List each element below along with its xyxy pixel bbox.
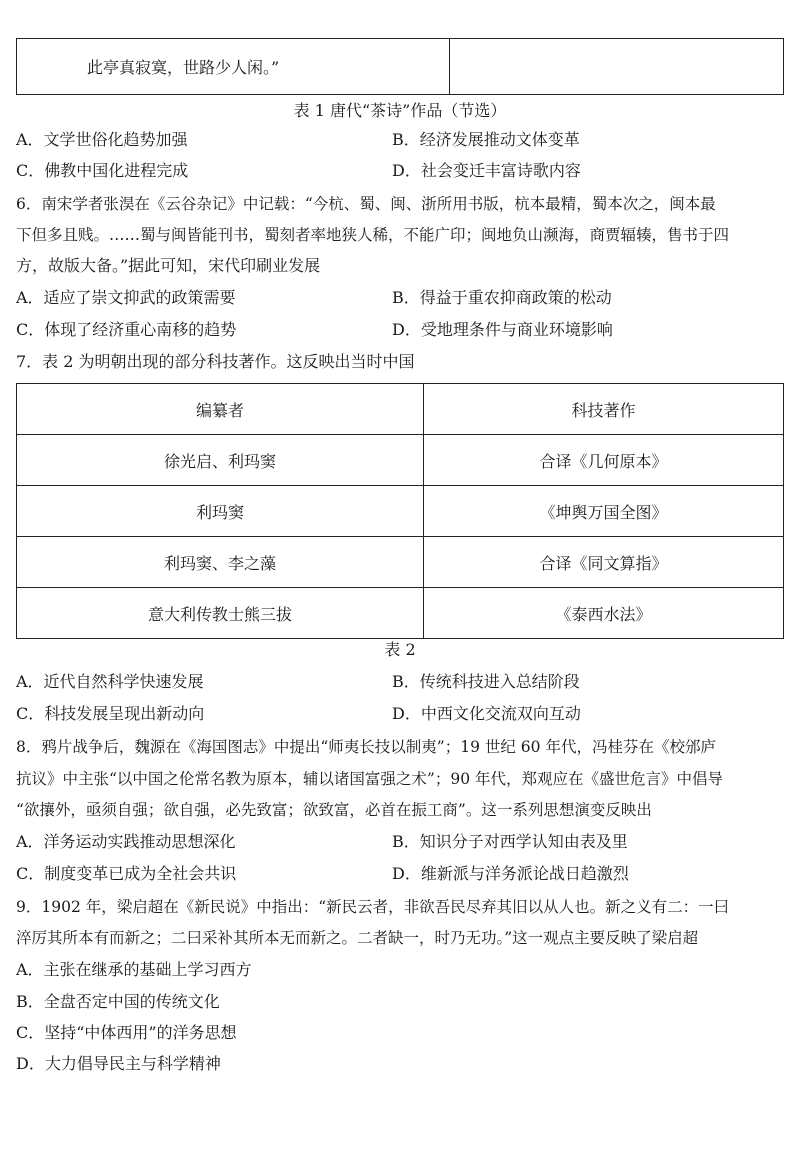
q9-stem-line-2: 淬厉其所本有而新之；二曰采补其所本无而新之。二者缺一，时乃无功。”这一观点主要反映了梁启超 [16, 929, 699, 947]
table-1-poem-tail: 此亭真寂寞，世路少人闲。” [87, 58, 280, 77]
q9-option-a: A．主张在继承的基础上学习西方 [16, 960, 252, 979]
table-2-header-row [17, 384, 784, 435]
table-1-cell-empty [450, 39, 784, 95]
q5-option-a: A．文学世俗化趋势加强 [16, 130, 188, 149]
table-row [17, 588, 784, 639]
table-2-cell-work: 合译《几何原本》 [424, 435, 784, 486]
q8-option-c: C．制度变革已成为全社会共识 [16, 864, 237, 883]
table-1 [16, 38, 784, 95]
q5-option-b: B．经济发展推动文体变革 [392, 130, 580, 149]
q7-stem: 7．表 2 为明朝出现的部分科技著作。这反映出当时中国 [16, 352, 415, 371]
table-2-cell-compiler: 利玛窦 [17, 486, 424, 537]
q9-option-c: C．坚持“中体西用”的洋务思想 [16, 1023, 237, 1042]
table-2-cell-work: 《泰西水法》 [424, 588, 784, 639]
table-2-cell-compiler: 利玛窦、李之藻 [17, 537, 424, 588]
q6-option-a: A．适应了崇文抑武的政策需要 [16, 288, 236, 307]
table-row [17, 537, 784, 588]
table-row [17, 435, 784, 486]
q6-option-c: C．体现了经济重心南移的趋势 [16, 320, 237, 339]
q9-option-d: D．大力倡导民主与科学精神 [16, 1054, 221, 1073]
q5-option-c: C．佛教中国化进程完成 [16, 161, 189, 180]
q7-option-d: D．中西文化交流双向互动 [392, 704, 581, 723]
table-1-caption: 表 1 唐代“茶诗”作品（节选） [293, 101, 507, 120]
table-2-caption: 表 2 [384, 640, 416, 659]
q8-stem-line-3: “欲攘外，亟须自强；欲自强，必先致富；欲致富，必首在振工商”。这一系列思想演变反映出 [16, 801, 652, 819]
table-2-cell-work: 合译《同文算指》 [424, 537, 784, 588]
q7-option-a: A．近代自然科学快速发展 [16, 672, 204, 691]
q5-option-d: D．社会变迁丰富诗歌内容 [392, 161, 581, 180]
table-2-cell-compiler: 徐光启、利玛窦 [17, 435, 424, 486]
q6-stem-line-1: 6．南宋学者张淏在《云谷杂记》中记载：“今杭、蜀、闽、浙所用书版，杭本最精，蜀本次之，闽本最 [16, 195, 716, 213]
q7-option-b: B．传统科技进入总结阶段 [392, 672, 580, 691]
q7-option-c: C．科技发展呈现出新动向 [16, 704, 205, 723]
q6-option-b: B．得益于重农抑商政策的松动 [392, 288, 612, 307]
q8-option-a: A．洋务运动实践推动思想深化 [16, 832, 236, 851]
q8-stem-line-2: 抗议》中主张“以中国之伦常名教为原本，辅以诸国富强之术”；90 年代，郑观应在《盛世危言》中倡导 [16, 770, 724, 788]
q8-option-d: D．维新派与洋务派论战日趋激烈 [392, 864, 629, 883]
table-2-header-work: 科技著作 [424, 384, 784, 435]
table-2-cell-work: 《坤舆万国全图》 [424, 486, 784, 537]
q6-option-d: D．受地理条件与商业环境影响 [392, 320, 613, 339]
table-2-header-compiler: 编纂者 [17, 384, 424, 435]
table-2 [16, 383, 784, 639]
q6-stem-line-3: 方，故版大备。”据此可知，宋代印刷业发展 [16, 256, 321, 275]
table-1-cell-poem [17, 39, 450, 95]
q9-stem-line-1: 9．1902 年，梁启超在《新民说》中指出：“新民云者，非欲吾民尽弃其旧以从人也。新之义有二：一曰 [16, 898, 730, 916]
q9-option-b: B．全盘否定中国的传统文化 [16, 992, 220, 1011]
table-row [17, 486, 784, 537]
q8-stem-line-1: 8．鸦片战争后，魏源在《海国图志》中提出“师夷长技以制夷”；19 世纪 60 年代，冯桂芬在《校邠庐 [16, 738, 716, 756]
table-2-cell-compiler: 意大利传教士熊三拔 [17, 588, 424, 639]
q6-stem-line-2: 下但多且贱。……蜀与闽皆能刊书，蜀刻者率地狭人稀，不能广印；闽地负山濒海，商贾辐辏，售书于四 [16, 226, 730, 244]
q8-option-b: B．知识分子对西学认知由表及里 [392, 832, 628, 851]
